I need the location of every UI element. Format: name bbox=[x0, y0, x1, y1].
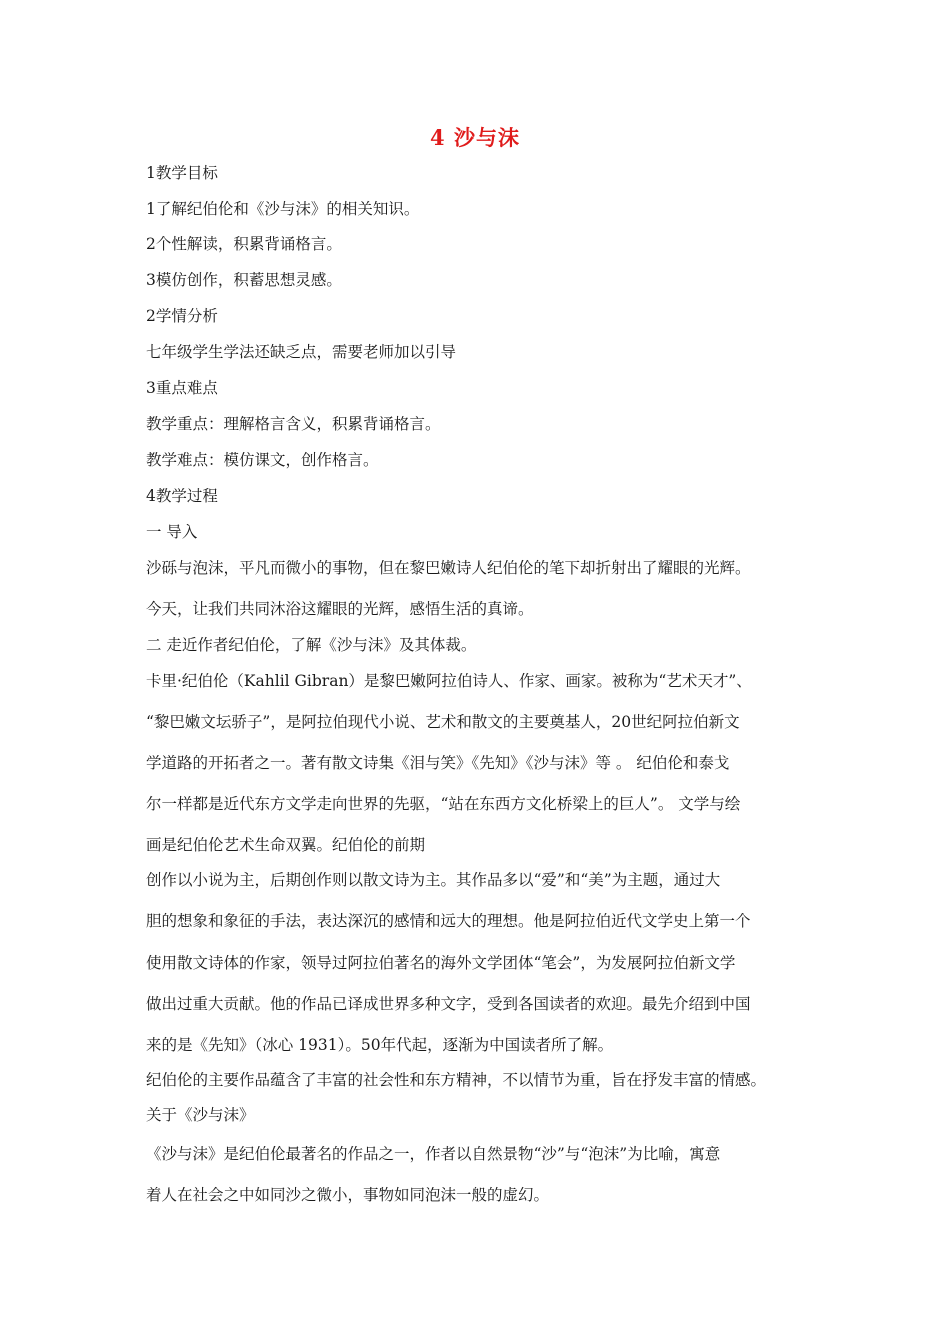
document-title: 4 沙与沫 bbox=[430, 125, 520, 150]
text-line: 七年级学生学法还缺乏点，需要老师加以引导 bbox=[146, 343, 457, 361]
section-heading-analysis: 2学情分析 bbox=[146, 307, 218, 325]
section-heading-process: 4教学过程 bbox=[146, 487, 218, 505]
text-line: 沙砾与泡沫，平凡而微小的事物，但在黎巴嫩诗人纪伯伦的笔下却折射出了耀眼的光辉。 bbox=[146, 559, 751, 577]
text-line: 纪伯伦的主要作品蕴含了丰富的社会性和东方精神，不以情节为重，旨在抒发丰富的情感。 bbox=[146, 1071, 767, 1089]
text-line: 学道路的开拓者之一。著有散文诗集《泪与笑》《先知》《沙与沫》等 。 纪伯伦和泰戈 bbox=[146, 754, 730, 772]
text-line: 3模仿创作，积蓄思想灵感。 bbox=[146, 271, 342, 289]
text-line: 来的是《先知》（冰心 1931）。50年代起，逐渐为中国读者所了解。 bbox=[146, 1036, 614, 1054]
section-heading-objectives: 1教学目标 bbox=[146, 164, 218, 182]
text-line: 着人在社会之中如同沙之微小，事物如同泡沫一般的虚幻。 bbox=[146, 1186, 550, 1204]
text-line: 2个性解读，积累背诵格言。 bbox=[146, 235, 342, 253]
text-line: 教学重点：理解格言含义，积累背诵格言。 bbox=[146, 415, 441, 433]
text-line: 《沙与沫》是纪伯伦最著名的作品之一，作者以自然景物“沙”与“泡沫”为比喻，寓意 bbox=[146, 1145, 721, 1163]
text-line: 今天，让我们共同沐浴这耀眼的光辉，感悟生活的真谛。 bbox=[146, 600, 534, 618]
text-line: 尔一样都是近代东方文学走向世界的先驱，“站在东西方文化桥梁上的巨人”。 文学与绘 bbox=[146, 795, 741, 813]
subsection-heading-intro: 一 导入 bbox=[146, 523, 198, 541]
text-line: 使用散文诗体的作家，领导过阿拉伯著名的海外文学团体“笔会”，为发展阿拉伯新文学 bbox=[146, 954, 736, 972]
text-line: 做出过重大贡献。他的作品已译成世界多种文字，受到各国读者的欢迎。最先介绍到中国 bbox=[146, 995, 751, 1013]
text-line: 创作以小说为主，后期创作则以散文诗为主。其作品多以“爱”和“美”为主题，通过大 bbox=[146, 871, 721, 889]
subsection-heading-author: 二 走近作者纪伯伦，了解《沙与沫》及其体裁。 bbox=[146, 636, 477, 654]
text-line: 卡里·纪伯伦（Kahlil Gibran）是黎巴嫩阿拉伯诗人、作家、画家。被称为“艺术天才”、 bbox=[146, 672, 752, 690]
section-heading-key-points: 3重点难点 bbox=[146, 379, 218, 397]
text-line: 画是纪伯伦艺术生命双翼。纪伯伦的前期 bbox=[146, 836, 426, 854]
text-line: 胆的想象和象征的手法，表达深沉的感情和远大的理想。他是阿拉伯近代文学史上第一个 bbox=[146, 912, 751, 930]
text-line: 教学难点：模仿课文，创作格言。 bbox=[146, 451, 379, 469]
text-line: 1了解纪伯伦和《沙与沫》的相关知识。 bbox=[146, 200, 420, 218]
text-line: “黎巴嫩文坛骄子”，是阿拉伯现代小说、艺术和散文的主要奠基人，20世纪阿拉伯新文 bbox=[146, 713, 740, 731]
subsection-heading-about-work: 关于《沙与沫》 bbox=[146, 1106, 255, 1124]
